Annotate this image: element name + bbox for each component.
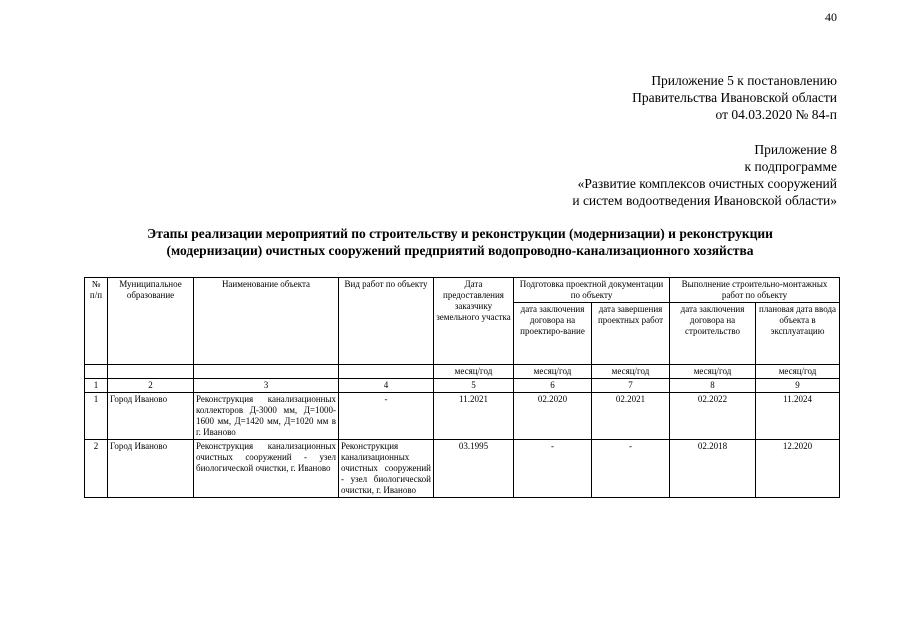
table-column-numbers-row: [85, 379, 840, 393]
units-cell: [85, 365, 108, 379]
appendix-8-line: «Развитие комплексов очистных сооружений: [577, 176, 837, 191]
header-build-group: Выполнение строительно-монтажных работ по объекту: [670, 278, 840, 303]
row-land-date: 03.1995: [434, 440, 514, 498]
row-design-end: -: [592, 440, 670, 498]
column-number: 1: [85, 379, 108, 393]
header-design-group: Подготовка проектной документации по объекту: [514, 278, 670, 303]
page-number: 40: [825, 10, 837, 24]
appendix-8-line: Приложение 8: [754, 142, 837, 157]
units-cell: месяц/год: [514, 365, 592, 379]
column-number: 9: [756, 379, 840, 393]
header-commission: плановая дата ввода объекта в эксплуатацию: [756, 303, 840, 365]
header-work-type: Вид работ по объекту: [339, 278, 434, 365]
row-object: Реконструкция канализационных очистных сооружений - узел биологической очистки, г. Иваново: [194, 440, 339, 498]
row-object: Реконструкция канализационных коллекторов Д-3000 мм, Д=1000-1600 мм, Д=1420 мм, Д=1020 мм в г. Иваново: [194, 393, 339, 440]
column-number: 3: [194, 379, 339, 393]
units-cell: [339, 365, 434, 379]
row-num: 2: [85, 440, 108, 498]
header-design-end: дата завершения проектных работ: [592, 303, 670, 365]
document-title: [80, 225, 840, 259]
header-land-date: Дата предоставления заказчику земельного участка: [434, 278, 514, 365]
stages-table: [84, 277, 840, 498]
units-cell: месяц/год: [670, 365, 756, 379]
title-line: Этапы реализации мероприятий по строительству и реконструкции (модернизации) и реконструкции: [147, 226, 773, 241]
column-number: 5: [434, 379, 514, 393]
row-commission: 12.2020: [756, 440, 840, 498]
row-commission: 11.2024: [756, 393, 840, 440]
header-object: Наименование объекта: [194, 278, 339, 365]
column-number: 4: [339, 379, 434, 393]
row-design-contract: -: [514, 440, 592, 498]
table-row: [85, 440, 840, 498]
column-number: 6: [514, 379, 592, 393]
units-cell: месяц/год: [756, 365, 840, 379]
table-units-row: [85, 365, 840, 379]
column-number: 8: [670, 379, 756, 393]
row-design-contract: 02.2020: [514, 393, 592, 440]
appendix-8-line: и систем водоотведения Ивановской области»: [572, 193, 837, 208]
header-build-contract: дата заключения договора на строительство: [670, 303, 756, 365]
row-build-contract: 02.2018: [670, 440, 756, 498]
appendix-5-line: от 04.03.2020 № 84-п: [715, 107, 837, 122]
appendix-5-heading: [632, 72, 837, 123]
row-municipality: Город Иваново: [108, 393, 194, 440]
appendix-5-line: Правительства Ивановской области: [632, 90, 837, 105]
row-num: 1: [85, 393, 108, 440]
appendix-5-line: Приложение 5 к постановлению: [651, 73, 837, 88]
row-build-contract: 02.2022: [670, 393, 756, 440]
units-cell: [108, 365, 194, 379]
column-number: 2: [108, 379, 194, 393]
column-number: 7: [592, 379, 670, 393]
row-work-type: -: [339, 393, 434, 440]
row-work-type: Реконструкция канализационных очистных сооружений - узел биологической очистки, г. Иваново: [339, 440, 434, 498]
table-header-row: [85, 278, 840, 303]
table-row: [85, 393, 840, 440]
units-cell: месяц/год: [434, 365, 514, 379]
row-land-date: 11.2021: [434, 393, 514, 440]
row-design-end: 02.2021: [592, 393, 670, 440]
units-cell: месяц/год: [592, 365, 670, 379]
row-municipality: Город Иваново: [108, 440, 194, 498]
header-design-contract: дата заключения договора на проектиро-вание: [514, 303, 592, 365]
appendix-8-line: к подпрограмме: [744, 159, 837, 174]
appendix-8-heading: [572, 141, 837, 209]
header-municipality: Муниципальное образование: [108, 278, 194, 365]
title-line: (модернизации) очистных сооружений предприятий водопроводно-канализационного хозяйства: [166, 243, 754, 258]
header-num: № п/п: [85, 278, 108, 365]
units-cell: [194, 365, 339, 379]
